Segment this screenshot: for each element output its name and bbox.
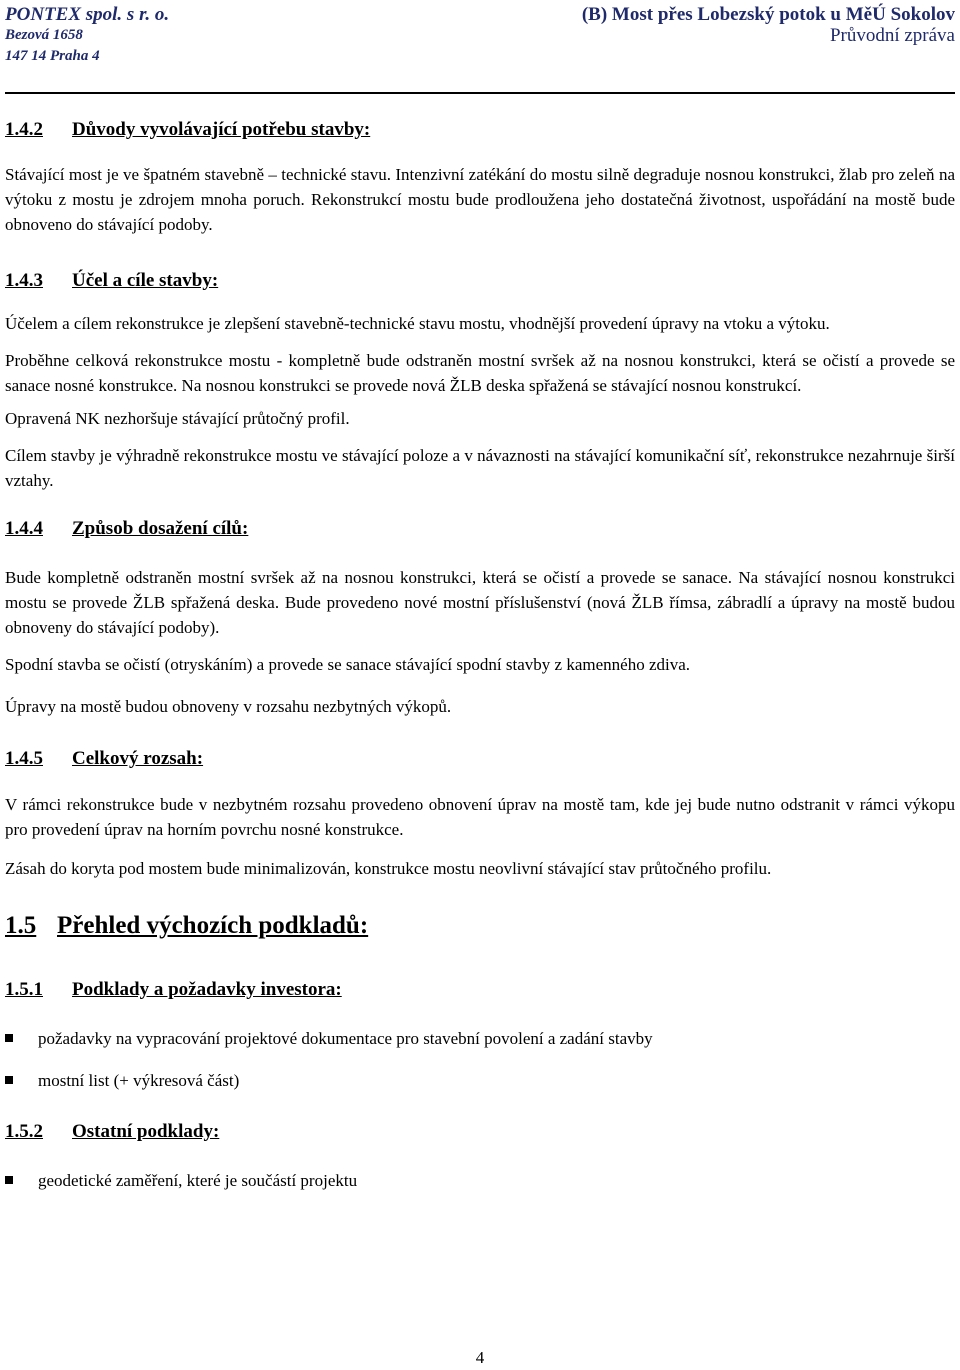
heading-1-4-5 [5, 747, 955, 771]
paragraph: Účelem a cílem rekonstrukce je zlepšení stavebně-technické stavu mostu, vhodnější provedení úpravy na vtoku a výtoku. [5, 314, 830, 333]
paragraph: V rámci rekonstrukce bude v nezbytném rozsahu provedeno obnovení úprav na mostě tam, kde jej bude nutno odstranit v rámci výkopu pro provedení úprav na horním povrchu nosné konstrukce. [5, 795, 955, 839]
company-city: 147 14 Praha 4 [5, 48, 100, 64]
page-number: 4 [475, 1348, 485, 1367]
bullet-icon [5, 1076, 13, 1084]
heading-number: 1.4.3 [5, 270, 43, 291]
heading-text: Důvody vyvolávající potřebu stavby: [72, 119, 371, 140]
heading-1-5-2 [5, 1120, 955, 1144]
page-header [5, 0, 955, 94]
heading-1-4-3 [5, 269, 955, 293]
paragraph: Stávající most je ve špatném stavebně – technické stavu. Intenzivní zatékání do mostu silně degraduje nosnou konstrukci, žlab pro zeleň na výtoku z mostu je zdrojem mnoha poruch. Rekonstrukcí mostu bude prodloužena jeho dostatečná životnost, uspořádání na mostě bude obnoveno do stávající podoby. [5, 165, 955, 234]
heading-text: Ostatní podklady: [72, 1121, 220, 1142]
paragraph: Bude kompletně odstraněn mostní svršek až na nosnou konstrukci, která se očistí a provede se sanace. Na stávající nosnou konstrukci mostu se provede ŽLB spřažená deska. Bude provedeno nové mostní příslušenství (nová ŽLB římsa, zábradlí a úpravy na mostě budou obnoveny do stávající podoby). [5, 568, 955, 637]
list-item-text: geodetické zaměření, které je součástí projektu [38, 1171, 358, 1190]
heading-number: 1.5.1 [5, 979, 43, 1000]
project-block [582, 4, 955, 46]
paragraph: Spodní stavba se očistí (otryskáním) a provede se sanace stávající spodní stavby z kamenného zdiva. [5, 655, 691, 674]
heading-number: 1.5.2 [5, 1121, 43, 1142]
company-name: PONTEX spol. s r. o. [5, 4, 170, 25]
heading-text: Celkový rozsah: [72, 748, 204, 769]
paragraph: Proběhne celková rekonstrukce mostu - kompletně bude odstraněn mostní svršek až na nosnou konstrukci, která se očistí a provede se sanace nosné konstrukce. Na nosnou konstrukci se provede nová ŽLB deska spřažená se stávající nosnou konstrukcí. [5, 351, 955, 395]
heading-number: 1.4.2 [5, 119, 43, 140]
heading-text: Účel a cíle stavby: [72, 270, 219, 291]
paragraph: Zásah do koryta pod mostem bude minimalizován, konstrukce mostu neovlivní stávající stav průtočného profilu. [5, 859, 772, 878]
project-title: (B) Most přes Lobezský potok u MěÚ Sokolov [581, 4, 955, 25]
heading-number: 1.4.5 [5, 748, 43, 769]
heading-number: 1.5 [5, 912, 37, 939]
company-block [5, 4, 169, 67]
paragraph: Opravená NK nezhoršuje stávající průtočný profil. [5, 409, 350, 428]
heading-number: 1.4.4 [5, 518, 43, 539]
list-item [5, 1068, 955, 1093]
paragraph: Úpravy na mostě budou obnoveny v rozsahu nezbytných výkopů. [5, 697, 452, 716]
document-type: Průvodní zpráva [829, 25, 955, 46]
heading-text: Podklady a požadavky investora: [72, 979, 342, 1000]
heading-1-5 [5, 911, 955, 941]
list-item [5, 1026, 955, 1051]
document-page [5, 0, 955, 1193]
bullet-icon [5, 1176, 13, 1184]
bullet-icon [5, 1034, 13, 1042]
heading-text: Přehled výchozích podkladů: [57, 912, 369, 939]
list-item [5, 1168, 955, 1193]
list-item-text: požadavky na vypracování projektové dokumentace pro stavební povolení a zadání stavby [38, 1029, 653, 1048]
other-documents-list [5, 1168, 955, 1193]
list-item-text: mostní list (+ výkresová část) [38, 1071, 240, 1090]
paragraph: Cílem stavby je výhradně rekonstrukce mostu ve stávající poloze a v návaznosti na stávající komunikační síť, rekonstrukce nezahrnuje širší vztahy. [5, 446, 955, 490]
heading-1-5-1 [5, 978, 955, 1002]
heading-1-4-4 [5, 517, 955, 541]
heading-1-4-2 [5, 118, 955, 142]
company-street: Bezová 1658 [5, 27, 83, 43]
investor-documents-list [5, 1026, 955, 1093]
heading-text: Způsob dosažení cílů: [72, 518, 249, 539]
